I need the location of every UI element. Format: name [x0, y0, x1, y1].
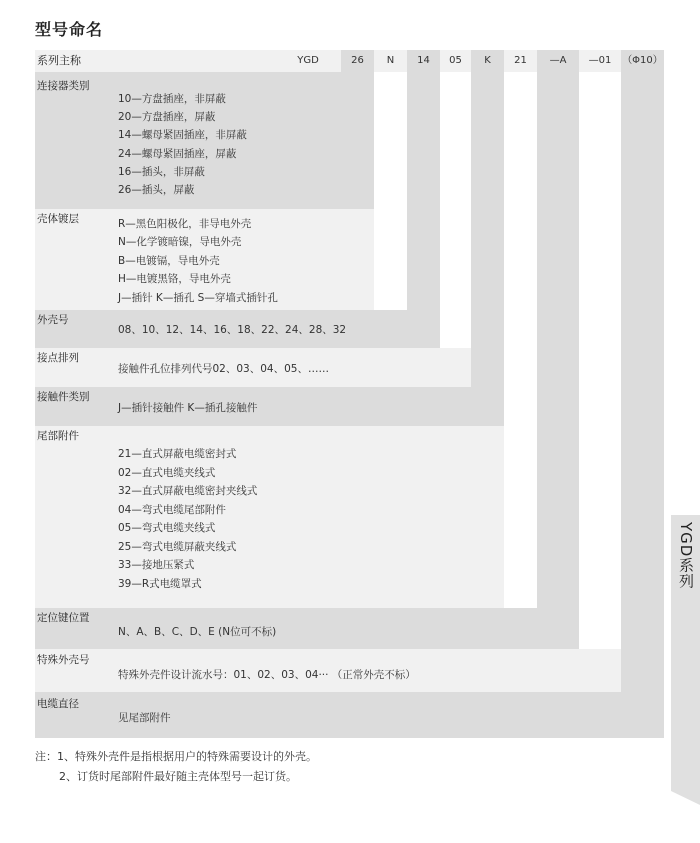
column-key-position: [537, 72, 579, 608]
option-contact-type: J—插针接触件 K—插孔接触件: [118, 402, 258, 414]
option-connector-type: 24—螺母紧固插座，屏蔽: [118, 148, 237, 160]
option-rear-accessory: 21—直式屏蔽电缆密封式: [118, 448, 237, 460]
column-cable-diameter: [621, 72, 664, 738]
option-plating: N—化学镀暗镍，导电外壳: [118, 236, 242, 248]
option-rear-accessory: 02—直式电缆夹线式: [118, 467, 216, 479]
option-connector-type: 10—方盘插座，非屏蔽: [118, 93, 226, 105]
series-side-label: YGD系列: [677, 522, 695, 590]
option-rear-accessory: 39—R式电缆罩式: [118, 578, 202, 590]
code-14: 14: [407, 50, 440, 72]
label-cable-diameter: 电缆直径: [37, 698, 79, 710]
option-contact-style: J—插针 K—插孔 S—穿墙式插针孔: [118, 292, 278, 304]
series-label: 系列主称: [37, 54, 81, 67]
option-plating: R—黑色阳极化，非导电外壳: [118, 218, 252, 230]
option-cable-diameter: 见尾部附件: [118, 712, 171, 724]
band-rear-accessory: [35, 426, 504, 608]
option-rear-accessory: 05—弯式电缆夹线式: [118, 522, 216, 534]
label-special-shell: 特殊外壳号: [37, 654, 90, 666]
page-title: 型号命名: [35, 20, 104, 39]
option-insert-arrangement: 接触件孔位排列代号02、03、04、05、……: [118, 363, 329, 375]
label-plating: 壳体镀层: [37, 213, 79, 225]
code-ygd: YGD: [297, 55, 319, 66]
code-05: 05: [449, 55, 462, 66]
label-rear-accessory: 尾部附件: [37, 430, 79, 442]
code-n: N: [386, 55, 395, 66]
option-connector-type: 20—方盘插座，屏蔽: [118, 111, 216, 123]
note-2: 2、订货时尾部附件最好随主壳体型号一起订货。: [59, 770, 297, 783]
option-rear-accessory: 32—直式屏蔽电缆密封夹线式: [118, 485, 258, 497]
code-26: 26: [341, 50, 374, 72]
option-connector-type: 14—螺母紧固插座，非屏蔽: [118, 129, 247, 141]
option-special-shell: 特殊外壳件设计流水号：01、02、03、04··· （正常外壳不标）: [118, 669, 416, 681]
band-key-position: [35, 608, 579, 649]
option-rear-accessory: 04—弯式电缆尾部附件: [118, 504, 226, 516]
label-contact-type: 接触件类别: [37, 391, 90, 403]
label-key-position: 定位键位置: [37, 612, 90, 624]
code-a: —A: [537, 50, 579, 72]
option-plating: B—电镀镉，导电外壳: [118, 255, 220, 267]
label-insert-arrangement: 接点排列: [37, 352, 79, 364]
option-connector-type: 16—插头，非屏蔽: [118, 166, 205, 178]
code-k: K: [471, 50, 504, 72]
option-connector-type: 26—插头，屏蔽: [118, 184, 195, 196]
option-rear-accessory: 25—弯式电缆屏蔽夹线式: [118, 541, 237, 553]
option-plating: H—电镀黑铬，导电外壳: [118, 273, 231, 285]
option-shell-size: 08、10、12、14、16、18、22、24、28、32: [118, 324, 347, 336]
code-01: —01: [588, 55, 612, 66]
column-contact-type: [471, 72, 504, 387]
note-1: 注：1、特殊外壳件是指根据用户的特殊需要设计的外壳。: [35, 750, 317, 763]
label-shell-size: 外壳号: [37, 314, 69, 326]
code-21: 21: [514, 55, 527, 66]
option-rear-accessory: 33—接地压紧式: [118, 559, 195, 571]
code-diameter: （Φ10）: [621, 50, 664, 72]
band-contact-type: [35, 387, 504, 426]
label-connector-type: 连接器类别: [37, 80, 90, 92]
column-connector-type: [341, 72, 374, 209]
option-key-position: N、A、B、C、D、E (N位可不标): [118, 626, 277, 638]
column-shell-size: [407, 72, 440, 310]
